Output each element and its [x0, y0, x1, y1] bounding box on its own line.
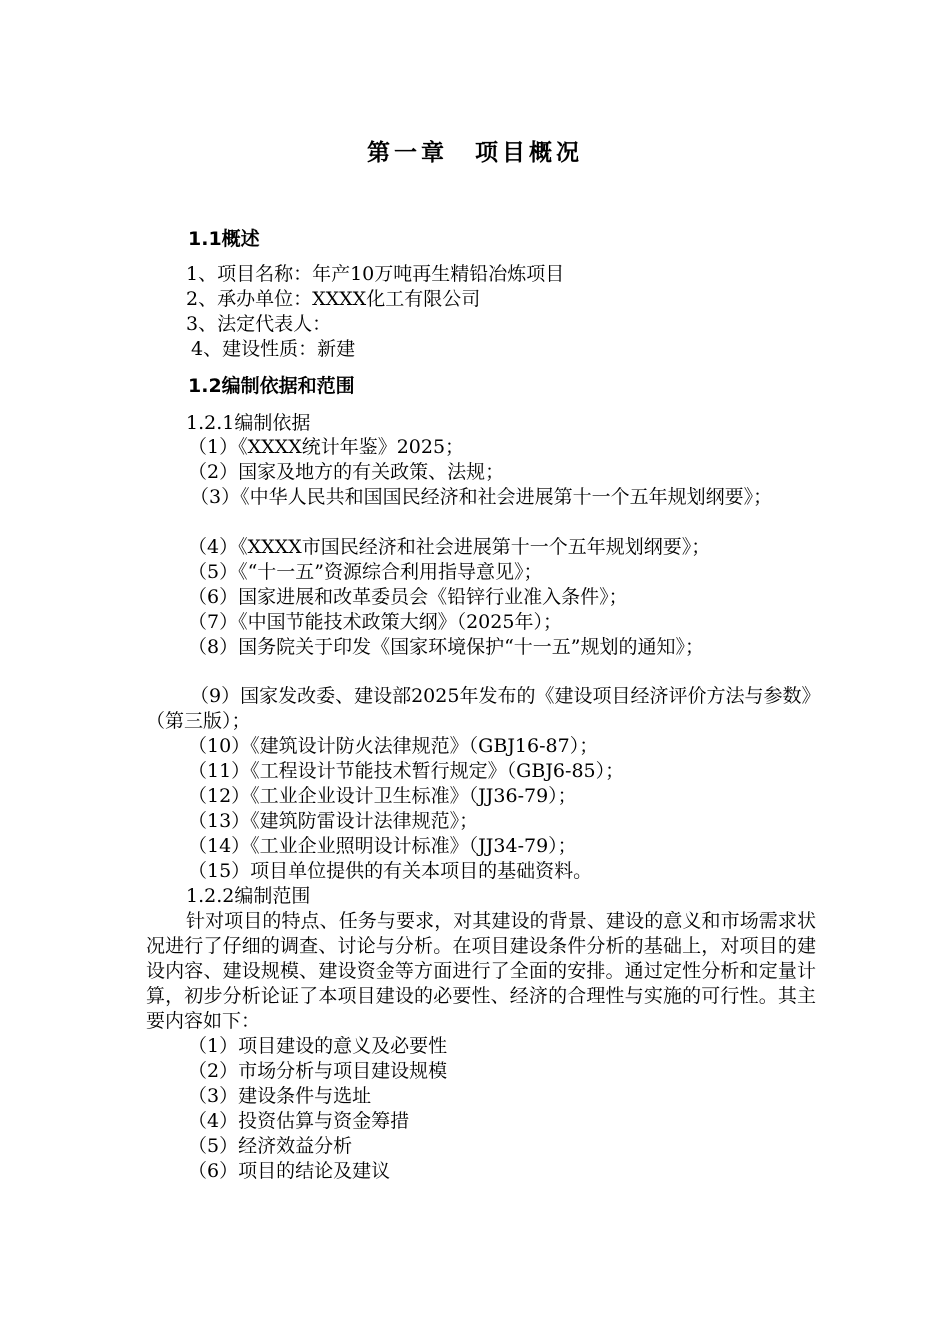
basis-item: （7）《中国节能技术政策大纲》（2025年）； [188, 611, 562, 633]
content-item: （3）建设条件与选址 [188, 1085, 372, 1107]
overview-item: 1、项目名称：年产10万吨再生精铅冶炼项目 [186, 263, 565, 285]
overview-item: 4、建设性质：新建 [191, 338, 356, 360]
section-heading-1-2: 1.2编制依据和范围 [188, 375, 355, 397]
overview-item: 2、承办单位：XXXX化工有限公司 [186, 288, 481, 310]
basis-item: （9）国家发改委、建设部2025年发布的《建设项目经济评价方法与参数》（第三版）； [146, 685, 811, 732]
basis-item: （3）《中华人民共和国国民经济和社会进展第十一个五年规划纲要》； [190, 486, 773, 508]
content-item: （4）投资估算与资金筹措 [188, 1110, 410, 1132]
content-item: （6）项目的结论及建议 [188, 1160, 391, 1182]
basis-item: （11）《工程设计节能技术暂行规定》（GBJ6-85）； [188, 760, 625, 782]
basis-item: （2）国家及地方的有关政策、法规； [188, 461, 505, 483]
basis-item: （4）《XXXX市国民经济和社会进展第十一个五年规划纲要》； [188, 536, 711, 558]
basis-item: （13）《建筑防雷设计法律规范》； [188, 810, 479, 832]
content-item: （2）市场分析与项目建设规模 [188, 1060, 448, 1082]
subsection-heading: 1.2.2编制范围 [186, 885, 311, 907]
scope-paragraph: 针对项目的特点、任务与要求，对其建设的背景、建设的意义和市场需求状况进行了仔细的调查、讨论与分析。在项目建设条件分析的基础上，对项目的建设内容、建设规模、建设资金等方面进行了全面的安排。通过定性分析和定量计算，初步分析论证了本项目建设的必要性、经济的合理性与实施的可行性。其主要内容如下： [146, 910, 816, 1032]
basis-item: （5）《“十一五”资源综合利用指导意见》； [188, 561, 543, 583]
chapter-title: 第一章 项目概况 [367, 140, 583, 166]
basis-item: （6）国家进展和改革委员会《铅锌行业准入条件》； [188, 586, 628, 608]
subsection-heading: 1.2.1编制依据 [186, 412, 311, 434]
basis-item: （8）国务院关于印发《国家环境保护“十一五”规划的通知》； [188, 636, 705, 658]
section-heading-1-1: 1.1概述 [188, 228, 260, 250]
basis-item: （12）《工业企业设计卫生标准》（JJ36-79）； [188, 785, 577, 807]
basis-item: （15）项目单位提供的有关本项目的基础资料。 [188, 860, 593, 882]
basis-item: （1）《XXXX统计年鉴》2025； [188, 436, 465, 458]
overview-item: 3、法定代表人： [186, 313, 332, 335]
content-item: （1）项目建设的意义及必要性 [188, 1035, 448, 1057]
content-item: （5）经济效益分析 [188, 1135, 353, 1157]
basis-item: （10）《建筑设计防火法律规范》（GBJ16-87）； [188, 735, 599, 757]
basis-item: （14）《工业企业照明设计标准》（JJ34-79）； [188, 835, 577, 857]
